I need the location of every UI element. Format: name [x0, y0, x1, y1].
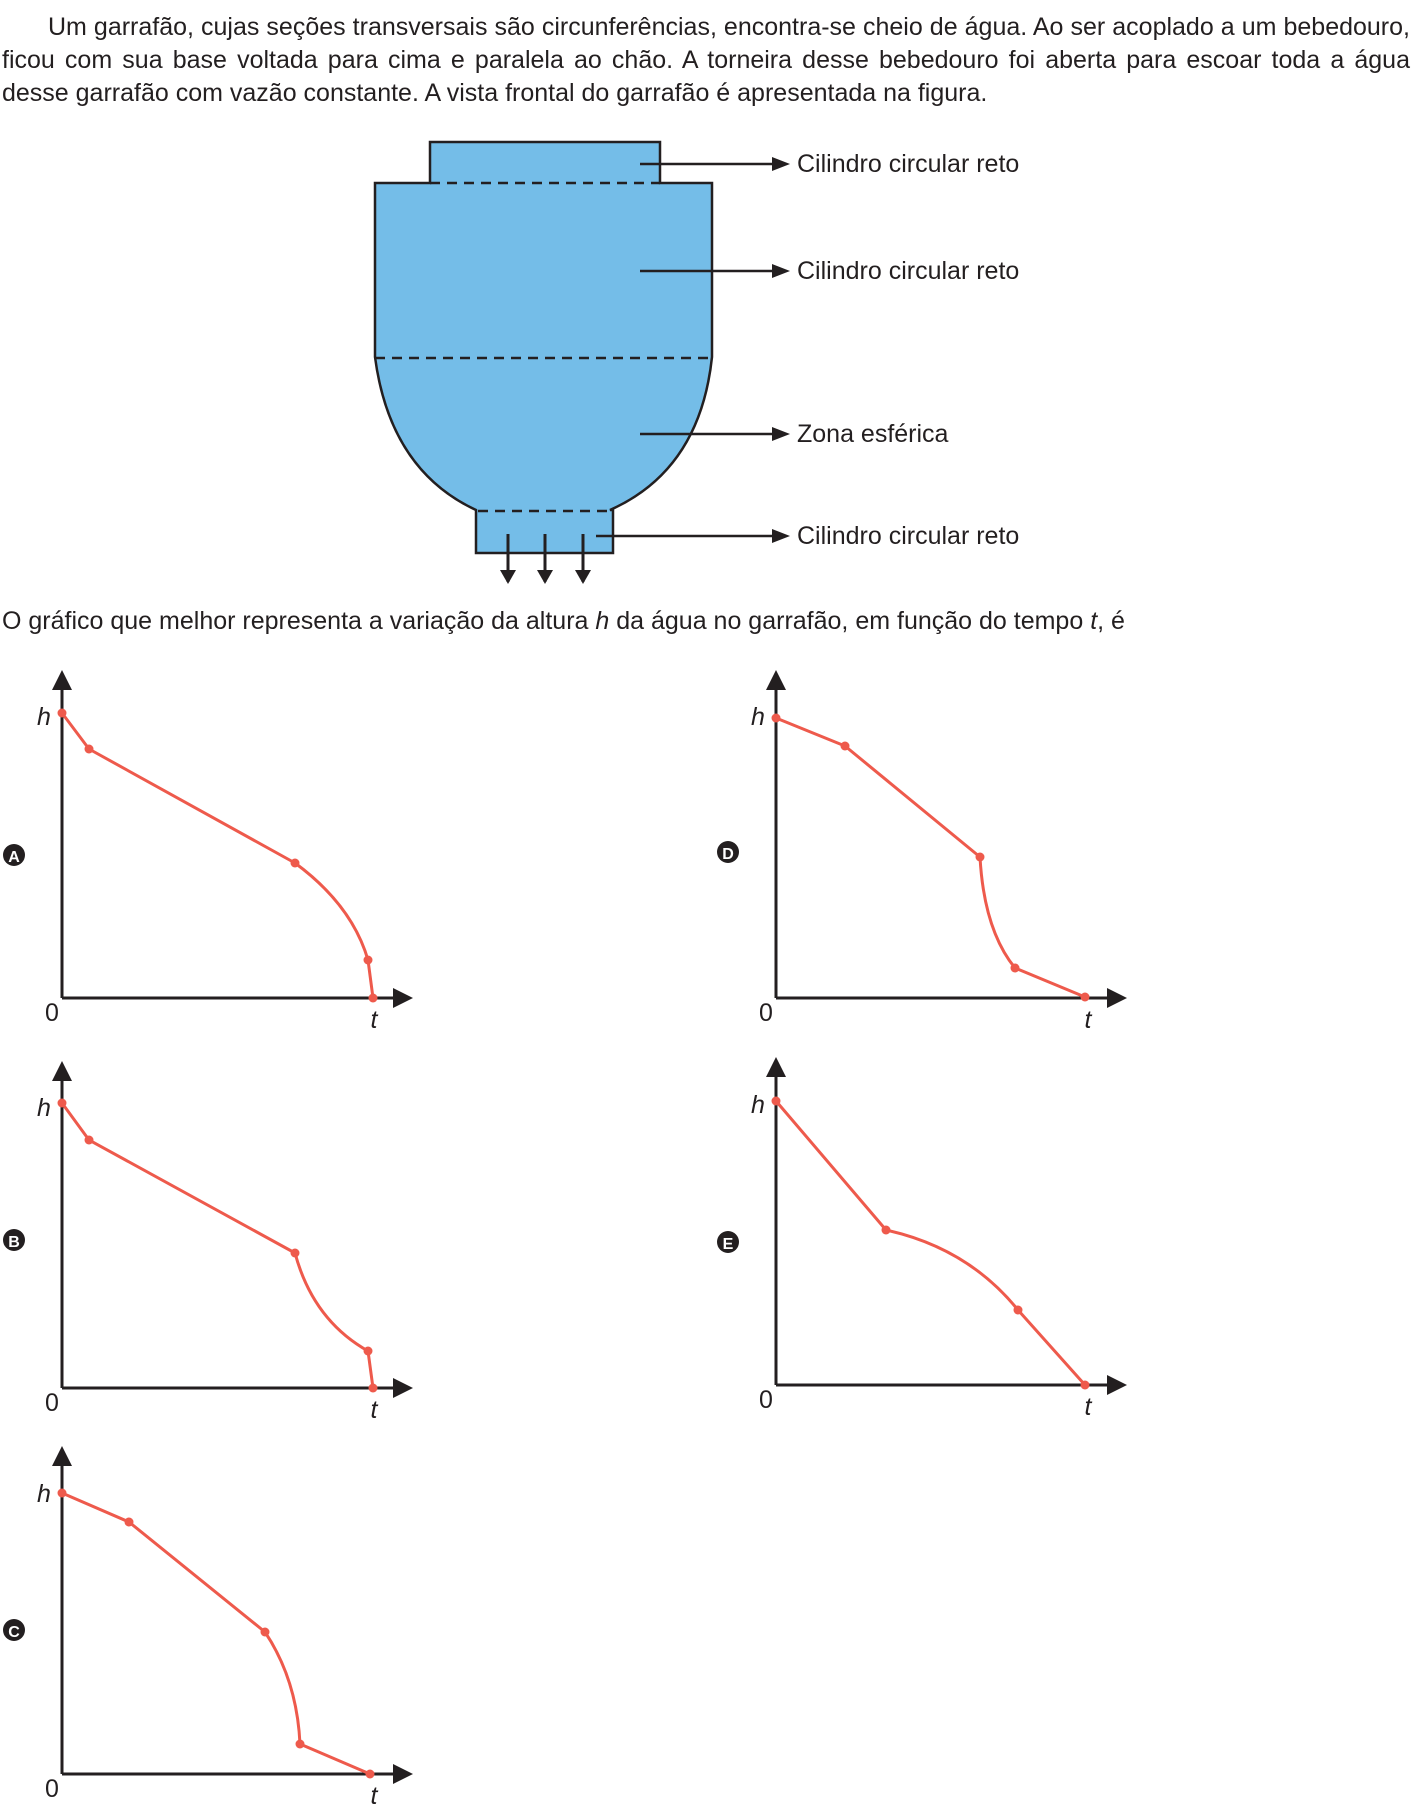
option-a-point: [85, 745, 94, 754]
question-part-1: O gráfico que melhor representa a variação da altura: [2, 607, 596, 635]
label-neck-cylinder: Cilindro circular reto: [797, 522, 1020, 550]
option-e-graph: [717, 1057, 1127, 1421]
option-c-point: [296, 1740, 305, 1749]
option-b-point: [364, 1347, 373, 1356]
option-c-y-label: h: [37, 1480, 51, 1508]
option-e-curve: [776, 1101, 1085, 1385]
option-b-y-label: h: [37, 1094, 51, 1122]
option-c-letter: C: [8, 1624, 20, 1641]
label-main-cylinder: Cilindro circular reto: [797, 257, 1020, 285]
option-b-curve: [62, 1103, 373, 1388]
option-c-point: [125, 1518, 134, 1527]
option-a-origin-label: 0: [45, 999, 59, 1027]
option-e-point: [772, 1097, 781, 1106]
question-part-2: da água no garrafão, em função do tempo: [609, 607, 1091, 635]
option-a-y-label: h: [37, 703, 51, 731]
option-c-curve: [62, 1493, 370, 1774]
option-e-y-label: h: [751, 1091, 765, 1119]
option-d-graph: [717, 670, 1127, 1034]
option-c-point: [58, 1489, 67, 1498]
option-d-badge: [717, 841, 739, 863]
option-c-point: [366, 1770, 375, 1779]
option-a-point: [369, 994, 378, 1003]
option-c-graph: [3, 1446, 413, 1810]
option-b-point: [291, 1249, 300, 1258]
option-b-x-label: t: [370, 1396, 378, 1424]
option-e-x-label: t: [1084, 1393, 1092, 1421]
option-a-letter: A: [8, 849, 20, 866]
option-d-point: [1011, 964, 1020, 973]
option-a-graph: [3, 670, 413, 1034]
intro-paragraph: Um garrafão, cujas seções transversais são circunferências, encontra-se cheio de água. Ao ser acoplado a um bebedouro, ficou com sua base voltada para cima e paralela ao chão. A torneira desse bebedouro foi aberta para escoar toda a água desse garrafão com vazão constante. A vista frontal do garrafão é apresentada na figura.: [2, 13, 1410, 107]
option-b-letter: B: [8, 1234, 20, 1251]
option-b-graph: [3, 1061, 413, 1424]
option-a-x-label: t: [370, 1006, 378, 1034]
option-a-curve: [62, 713, 373, 998]
label-top-cylinder: Cilindro circular reto: [797, 150, 1020, 178]
option-c-badge: [3, 1619, 25, 1641]
option-e-letter: E: [722, 1236, 734, 1253]
option-c-point: [261, 1628, 270, 1637]
option-e-origin-label: 0: [759, 1386, 773, 1414]
label-spherical-zone: Zona esférica: [797, 420, 949, 448]
option-e-badge: [717, 1231, 739, 1253]
option-a-point: [291, 859, 300, 868]
option-c-origin-label: 0: [45, 1775, 59, 1803]
option-d-curve: [776, 718, 1085, 997]
option-b-point: [58, 1099, 67, 1108]
option-d-point: [976, 853, 985, 862]
bottle-figure: [375, 142, 1019, 584]
option-a-badge: [3, 844, 25, 866]
question-var-t: t: [1090, 607, 1098, 635]
option-b-point: [369, 1384, 378, 1393]
option-d-point: [772, 714, 781, 723]
question-part-3: , é: [1097, 607, 1125, 635]
question-var-h: h: [595, 607, 610, 635]
option-d-letter: D: [722, 846, 734, 863]
option-d-y-label: h: [751, 703, 765, 731]
option-d-x-label: t: [1084, 1006, 1092, 1034]
option-b-point: [85, 1136, 94, 1145]
option-e-point: [882, 1226, 891, 1235]
option-a-point: [58, 709, 67, 718]
option-e-point: [1081, 1381, 1090, 1390]
option-c-x-label: t: [370, 1782, 378, 1810]
option-a-point: [364, 956, 373, 965]
option-b-origin-label: 0: [45, 1389, 59, 1417]
bottle-shape: [375, 142, 712, 553]
option-d-origin-label: 0: [759, 999, 773, 1027]
option-e-point: [1014, 1306, 1023, 1315]
option-d-point: [841, 742, 850, 751]
option-b-badge: [3, 1229, 25, 1251]
option-d-point: [1081, 993, 1090, 1002]
